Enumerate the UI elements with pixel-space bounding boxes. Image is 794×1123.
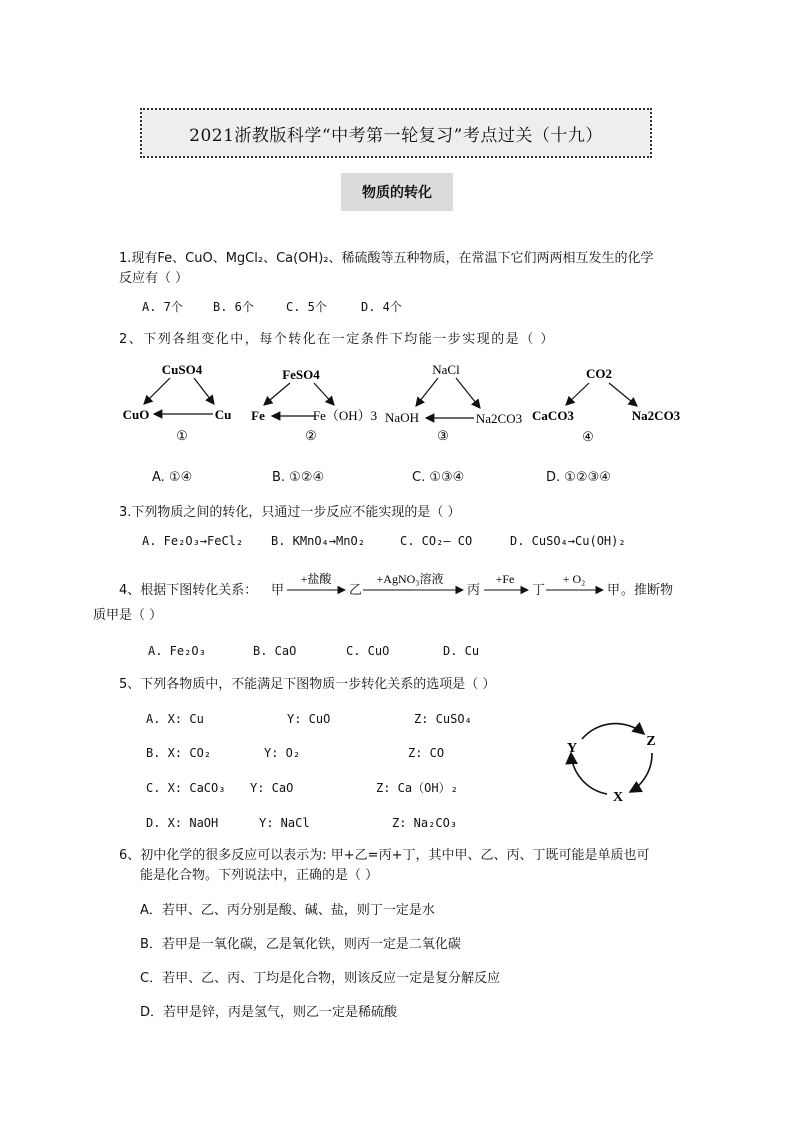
q5-node-z: Z <box>646 734 656 749</box>
q2-option-a: A. ①④ <box>152 470 193 485</box>
q2-d4-right: Na2CO3 <box>631 408 681 423</box>
q5-row-a-x: A. X: Cu <box>146 712 204 726</box>
q1-option-a: A. 7个 <box>142 300 183 314</box>
q5-row-b-z: Z: CO <box>408 746 445 760</box>
q5-row-a-y: Y: CuO <box>287 712 331 726</box>
q5-row-c-x: C. X: CaCO₃ <box>146 781 226 795</box>
q5-row-a-z: Z: CuSO₄ <box>414 712 472 726</box>
q3-option-b: B. KMnO₄→MnO₂ <box>271 534 365 548</box>
q2-diagram-2 <box>251 367 377 443</box>
q2-diagram-3 <box>385 362 522 443</box>
q4-option-b: B. CaO <box>253 644 297 658</box>
q5-row-b-x: B. X: CO₂ <box>146 746 212 760</box>
q2-diagram-4 <box>532 366 681 444</box>
q2-d4-num: ④ <box>582 429 594 444</box>
q2-d1-top: CuSO4 <box>161 362 203 377</box>
q2-d4-top: CO2 <box>586 366 612 381</box>
q3-option-a: A. Fe₂O₃→FeCl₂ <box>142 534 244 548</box>
q2-d1-left: CuO <box>122 407 150 422</box>
q4-option-c: C. CuO <box>346 644 390 658</box>
q2-d3-right: Na2CO3 <box>475 411 523 426</box>
q4-suffix: 。推断物 <box>621 583 674 598</box>
section-subtitle: 物质的转化 <box>341 173 453 211</box>
q1-stem-line2: 反应有（ ） <box>119 271 189 286</box>
q4-option-a: A. Fe₂O₃ <box>148 644 206 658</box>
q2-d1-num: ① <box>176 428 188 443</box>
q4-chain-jia-end: 甲 <box>607 583 621 598</box>
q4-chain-yi: 乙 <box>349 583 363 598</box>
q1-stem-line1: 1.现有Fe、CuO、MgCl₂、Ca(OH)₂、稀硫酸等五种物质，在常温下它们两两相互发生的化学 <box>119 251 654 266</box>
q5-cycle-diagram <box>567 724 656 805</box>
q3-stem: 3.下列物质之间的转化，只通过一步反应不能实现的是（ ） <box>119 505 461 520</box>
q2-option-c: C. ①③④ <box>412 470 465 485</box>
q5-node-x: X <box>612 790 624 805</box>
q4-arrow2-label: +AgNO₃溶液 <box>376 572 444 586</box>
q4-arrow4-label: + O₂ <box>562 572 586 586</box>
q2-d2-num: ② <box>305 428 317 443</box>
q2-diagram-1 <box>123 362 232 443</box>
q2-d3-num: ③ <box>437 428 449 443</box>
q1-option-b: B. 6个 <box>213 300 254 314</box>
q3-option-c: C. CO₂— CO <box>400 534 473 548</box>
q6-stem-line2: 能是化合物。下列说法中，正确的是（ ） <box>140 868 379 883</box>
q2-d2-right: Fe（OH）3 <box>312 408 378 423</box>
q4-arrow1-label: +盐酸 <box>300 572 332 586</box>
q5-row-c-y: Y: CaO <box>250 781 294 795</box>
q2-d3-top: NaCl <box>432 362 460 377</box>
q2-d2-top: FeSO4 <box>282 367 320 382</box>
q1-option-d: D. 4个 <box>361 300 402 314</box>
q6-option-d: D．若甲是锌，丙是氢气，则乙一定是稀硫酸 <box>140 1005 398 1020</box>
q4-stem-line2: 质甲是（ ） <box>93 608 163 623</box>
q3-option-d: D. CuSO₄→Cu(OH)₂ <box>510 534 626 548</box>
q2-stem: 2、下列各组变化中，每个转化在一定条件下均能一步实现的是（ ） <box>119 332 555 347</box>
q5-row-d-x: D. X: NaOH <box>146 816 219 830</box>
q2-d1-right: Cu <box>214 407 232 422</box>
q5-stem: 5、下列各物质中，不能满足下图物质一步转化关系的选项是（ ） <box>119 677 496 692</box>
q1-option-c: C. 5个 <box>286 300 327 314</box>
q5-row-b-y: Y: O₂ <box>264 746 301 760</box>
q2-d2-left: Fe <box>251 408 265 423</box>
q5-row-d-y: Y: NaCl <box>259 816 310 830</box>
q2-d4-left: CaCO3 <box>532 408 574 423</box>
q5-row-d-z: Z: Na₂CO₃ <box>392 816 458 830</box>
q5-row-c-z: Z: Ca（OH）₂ <box>376 781 458 795</box>
q2-option-d: D. ①②③④ <box>546 470 611 485</box>
page-title: 2021浙教版科学“中考第一轮复习”考点过关（十九） <box>140 108 652 158</box>
q2-d3-left: NaOH <box>385 410 419 425</box>
q4-prefix: 4、根据下图转化关系： <box>119 583 258 598</box>
q6-option-a: A．若甲、乙、丙分别是酸、碱、盐，则丁一定是水 <box>140 903 435 918</box>
q4-chain-ding: 丁 <box>532 583 546 598</box>
q6-stem-line1: 6、初中化学的很多反应可以表示为: 甲+乙=丙+丁，其中甲、乙、丙、丁既可能是单质也可 <box>119 848 650 863</box>
q4-chain <box>287 571 603 590</box>
q4-option-d: D. Cu <box>443 644 480 658</box>
q4-chain-bing: 丙 <box>467 583 481 598</box>
q6-option-c: C．若甲、乙、丙、丁均是化合物，则该反应一定是复分解反应 <box>140 971 501 986</box>
q2-option-b: B. ①②④ <box>272 470 325 485</box>
q4-arrow3-label: +Fe <box>495 572 515 586</box>
q4-chain-jia: 甲 <box>271 583 285 598</box>
q5-node-y: Y <box>566 741 578 756</box>
q6-option-b: B．若甲是一氧化碳，乙是氧化铁，则丙一定是二氧化碳 <box>140 937 461 952</box>
